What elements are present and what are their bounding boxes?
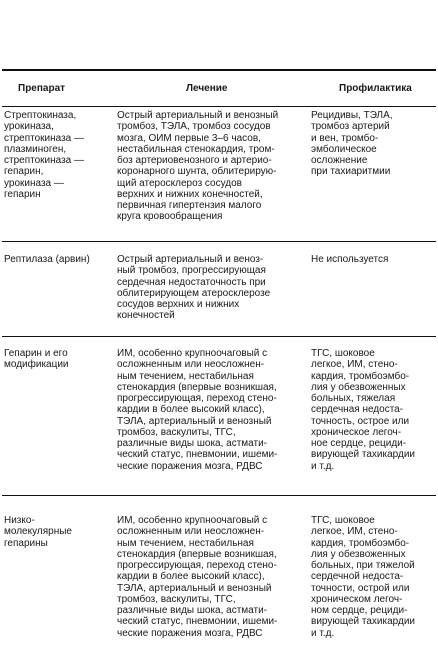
column-header-prevention: Профилактика (339, 83, 412, 94)
treatment-cell: Острый артериальный и венозный тромбоз, ТЭЛА, тромбоз сосудов мозга, ОИМ первые 3–6 часов, нестабильная стенокардия, тром- боз артериовенозного и артерио- коронарного шунта, облитерирую- щий атеросклероз сосудов верхних и нижних конечностей, первичная гипертензия малого круга кровообращения (117, 110, 279, 223)
table-top-rule (2, 69, 436, 71)
column-header-drug: Препарат (18, 83, 66, 94)
column-header-treatment: Лечение (186, 83, 228, 94)
prevention-cell: ТГС, шоковое легкое, ИМ, стено- кардия, тромбоэмбо- лия у обезвоженных больных, тяжелая сердечная недоста- точность, острое или хроническое легоч- ное сердце, рециди- вирующей тахикардии и т.д. (311, 348, 415, 472)
drug-cell: Гепарин и его модификации (4, 348, 69, 371)
row-divider (2, 336, 436, 337)
drug-cell: Низко- молекулярные гепарины (4, 515, 72, 549)
prevention-cell: Не используется (311, 254, 389, 265)
row-divider (2, 241, 436, 242)
treatment-cell: ИМ, особенно крупноочаговый с осложненным или неосложнен- ным течением, нестабильная стенокардия (впервые возникшая, прогрессирующая, переход стено- кардии в более высокий класс), ТЭЛА, артериальный и венозный тромбоз, васкулиты, ТГС, различные виды шока, астмати- ческий статус, пневмонии, ишеми- ческие поражения мозга, РДВС (117, 348, 278, 472)
drug-cell: Рептилаза (арвин) (4, 254, 90, 265)
drug-cell: Стрептокиназа, урокиназа, стрептокиназа — плазминоген, стрептокиназа — гепарин, урокиназа — гепарин (4, 110, 85, 200)
treatment-cell: ИМ, особенно крупноочаговый с осложненным или неосложнен- ным течением, нестабильная стенокардия (впервые возникшая, прогрессирующая, переход стено- кардии в более высокий класс), ТЭЛА, артериальный и венозный тромбоз, васкулиты, ТГС, различные виды шока, астмати- ческий статус, пневмонии, ишеми- ческие поражения мозга, РДВС (117, 515, 278, 639)
header-bottom-rule (2, 106, 436, 107)
prevention-cell: ТГС, шоковое легкое, ИМ, стено- кардия, тромбоэмбо- лия у обезвоженных больных, при тяжелой сердечной недоста- точности, острой или хроническом легоч- ном сердце, рециди- вирующей тахикардии и т.д. (311, 515, 415, 639)
row-divider (2, 495, 436, 496)
prevention-cell: Рецидивы, ТЭЛА, тромбоз артерий и вен, тромбо- эмболическое осложнение при тахиаритмии (311, 110, 393, 178)
treatment-cell: Острый артериальный и веноз- ный тромбоз, прогрессирующая сердечная недостаточность при облитерирующем атеросклерозе сосудов верхних и нижних конечностей (117, 254, 271, 322)
